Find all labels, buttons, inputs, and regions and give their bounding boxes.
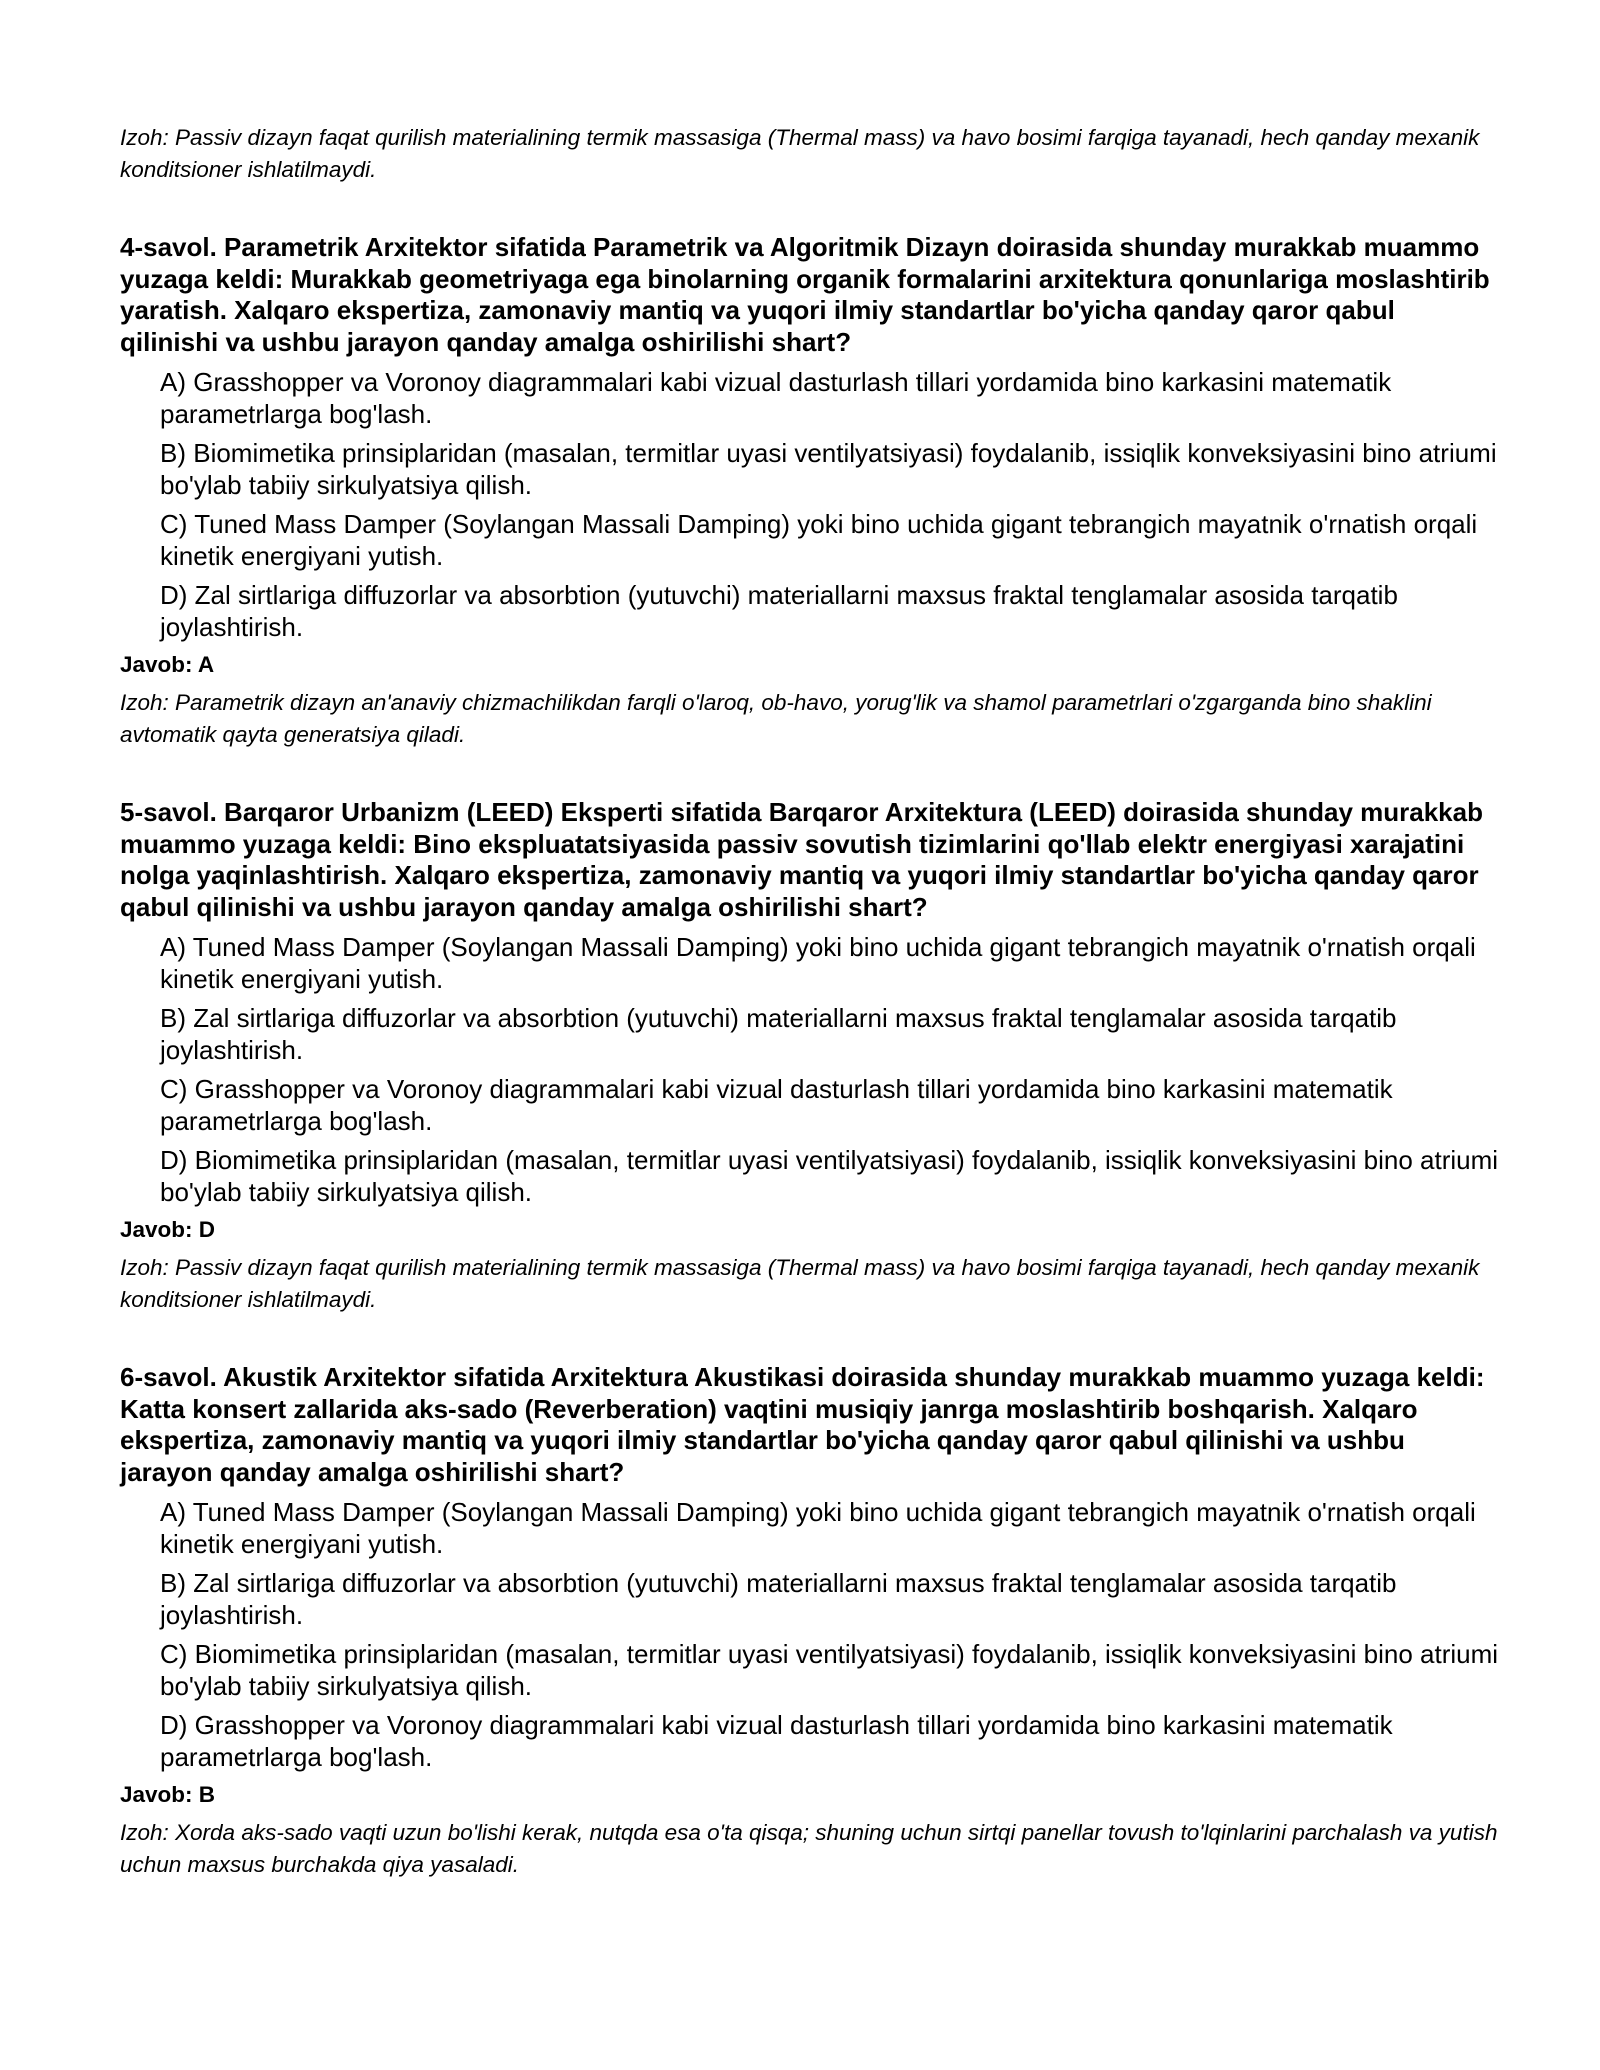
option-d: D) Zal sirtlariga diffuzorlar va absorbtion (yutuvchi) materiallarni maxsus fraktal tenglamalar asosida tarqatib joylashtirish. — [160, 580, 1398, 642]
option-b: B) Zal sirtlariga diffuzorlar va absorbtion (yutuvchi) materiallarni maxsus fraktal tenglamalar asosida tarqatib joylashtirish. — [160, 1568, 1397, 1630]
options-list — [120, 932, 1500, 1208]
question-block-4 — [120, 232, 1500, 751]
explanation-note: Izoh: Passiv dizayn faqat qurilish materialining termik massasiga (Thermal mass) va havo bosimi farqiga tayanadi, hech qanday mexanik konditsioner ishlatilmaydi. — [120, 125, 1480, 182]
answer-label: Javob: A — [120, 652, 215, 677]
options-list — [120, 367, 1500, 643]
question-text: 6-savol. Akustik Arxitektor sifatida Arxitektura Akustikasi doirasida shunday murakkab muammo yuzaga keldi: Katta konsert zallarida aks-sado (Reverberation) vaqtini musiqiy janrga moslashtirib boshqarish. Xalqaro ekspertiza, zamonaviy mantiq va yuqori ilmiy standartlar bo'yicha qanday qaror qabul qilinishi va ushbu jarayon qanday amalga oshirilishi shart? — [120, 1362, 1485, 1487]
option-d: D) Grasshopper va Voronoy diagrammalari kabi vizual dasturlash tillari yordamida bino karkasini matematik parametrlarga bog'lash. — [160, 1710, 1393, 1772]
explanation-note: Izoh: Xorda aks-sado vaqti uzun bo'lishi kerak, nutqda esa o'ta qisqa; shuning uchun sirtqi panellar tovush to'lqinlarini parchalash va yutish uchun maxsus burchakda qiya yasaladi. — [120, 1820, 1498, 1877]
question-text: 4-savol. Parametrik Arxitektor sifatida Parametrik va Algoritmik Dizayn doirasida shunday murakkab muammo yuzaga keldi: Murakkab geometriyaga ega binolarning organik formalarini arxitektura qonunlariga moslashtirib yaratish. Xalqaro ekspertiza, zamonaviy mantiq va yuqori ilmiy standartlar bo'yicha qanday qaror qabul qilinishi va ushbu jarayon qanday amalga oshirilishi shart? — [120, 232, 1490, 357]
option-d: D) Biomimetika prinsiplaridan (masalan, termitlar uyasi ventilyatsiyasi) foydalanib, issiqlik konveksiyasini bino atriumi bo'ylab tabiiy sirkulyatsiya qilish. — [160, 1145, 1499, 1207]
answer-label: Javob: D — [120, 1217, 216, 1242]
option-a: A) Tuned Mass Damper (Soylangan Massali Damping) yoki bino uchida gigant tebrangich mayatnik o'rnatish orqali kinetik energiyani yutish. — [160, 1497, 1476, 1559]
option-b: B) Zal sirtlariga diffuzorlar va absorbtion (yutuvchi) materiallarni maxsus fraktal tenglamalar asosida tarqatib joylashtirish. — [160, 1003, 1397, 1065]
option-c: C) Grasshopper va Voronoy diagrammalari kabi vizual dasturlash tillari yordamida bino karkasini matematik parametrlarga bog'lash. — [160, 1074, 1393, 1136]
explanation-note: Izoh: Parametrik dizayn an'anaviy chizmachilikdan farqli o'laroq, ob-havo, yorug'lik va shamol parametrlari o'zgarganda bino shaklini avtomatik qayta generatsiya qiladi. — [120, 690, 1432, 747]
question-block-5 — [120, 797, 1500, 1316]
option-b: B) Biomimetika prinsiplaridan (masalan, termitlar uyasi ventilyatsiyasi) foydalanib, issiqlik konveksiyasini bino atriumi bo'ylab tabiiy sirkulyatsiya qilish. — [160, 438, 1497, 500]
option-c: C) Tuned Mass Damper (Soylangan Massali Damping) yoki bino uchida gigant tebrangich mayatnik o'rnatish orqali kinetik energiyani yutish. — [160, 509, 1478, 571]
option-c: C) Biomimetika prinsiplaridan (masalan, termitlar uyasi ventilyatsiyasi) foydalanib, issiqlik konveksiyasini bino atriumi bo'ylab tabiiy sirkulyatsiya qilish. — [160, 1639, 1499, 1701]
answer-label: Javob: B — [120, 1782, 216, 1807]
explanation-note: Izoh: Passiv dizayn faqat qurilish materialining termik massasiga (Thermal mass) va havo bosimi farqiga tayanadi, hech qanday mexanik konditsioner ishlatilmaydi. — [120, 1255, 1480, 1312]
option-a: A) Grasshopper va Voronoy diagrammalari kabi vizual dasturlash tillari yordamida bino karkasini matematik parametrlarga bog'lash. — [160, 367, 1392, 429]
option-a: A) Tuned Mass Damper (Soylangan Massali Damping) yoki bino uchida gigant tebrangich mayatnik o'rnatish orqali kinetik energiyani yutish. — [160, 932, 1476, 994]
document-page — [120, 122, 1500, 1881]
question-block-6 — [120, 1362, 1500, 1881]
options-list — [120, 1497, 1500, 1773]
question-text: 5-savol. Barqaror Urbanizm (LEED) Eksperti sifatida Barqaror Arxitektura (LEED) doirasida shunday murakkab muammo yuzaga keldi: Bino ekspluatatsiyasida passiv sovutish tizimlarini qo'llab elektr energiyasi xarajatini nolga yaqinlashtirish. Xalqaro ekspertiza, zamonaviy mantiq va yuqori ilmiy standartlar bo'yicha qanday qaror qabul qilinishi va ushbu jarayon qanday amalga oshirilishi shart? — [120, 797, 1483, 922]
